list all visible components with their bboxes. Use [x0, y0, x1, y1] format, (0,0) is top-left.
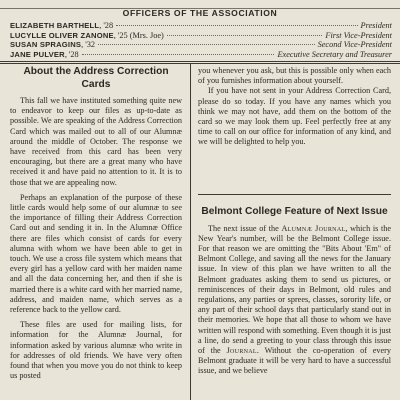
journal-name: Alumnæ Journal: [281, 223, 346, 233]
dot-leader: [116, 25, 357, 26]
officer-class: '28: [103, 21, 114, 30]
dot-leader: [82, 54, 275, 55]
officer-name: LUCYLLE OLIVER ZANONE: [10, 30, 114, 40]
officer-class: '28: [68, 49, 79, 59]
article-paragraph: Perhaps an explanation of the purpose of these little cards would help some of our alumnæ to see the importance of filling their Address Correction Card out and sending it in. In the Alumnæ Office there are files which consist of cards for every alumna with whom we have been able to get in touch. We use a cross file system which means that every girl has a yellow card with her maiden name and all the data concerning her, and then if she is married there is a white card with her married name, address, and maiden name, which serves as a reference back to the yellow card.: [10, 192, 182, 315]
dot-leader: [98, 44, 315, 45]
officer-name: SUSAN SPRAGINS: [10, 40, 82, 49]
article-paragraph: These files are used for mailing lists, for information for the Alumnæ Journal, for information asked by various alumnæ who write in for addresses of old friends. We have very often found that when you move you do not think to keep us posted: [10, 320, 182, 381]
article-paragraph: If you have not sent in your Address Correction Card, please do so today. If you have any names which you think we may not have, add them on the bottom of the card so we may look them up. Feel perfectly free at any time to call on our office for information of any kind, and we will be delighted to help you.: [198, 86, 391, 147]
officers-heading: OFFICERS OF THE ASSOCIATION: [122, 8, 278, 18]
article-paragraph: [198, 224, 391, 377]
officer-row: SUSAN SPRAGINS , '32 Second Vice-President: [10, 40, 392, 49]
horizontal-rule: [0, 63, 400, 64]
officer-class: '25 (Mrs. Joe): [117, 30, 164, 40]
text-run: The next issue of the: [208, 223, 282, 233]
column-divider: [190, 63, 191, 400]
officers-list: [10, 21, 392, 59]
journal-name: Journal: [226, 345, 257, 355]
left-column: [10, 66, 182, 381]
text-run: , which is the New Year's number, will be the Belmont College issue. For that reason we are omitting the "Bits About 'Em" of Belmont College, and saving all the news for the January issue. In view of this plan we have written to all the Belmont graduates asking them to send us pictures, or reminiscences of their days in Belmont, old rules and regulations, any parties or sprees, classes, sorority life, or any part of their school days that particularly stand out in their memories. We hope that all those to whom we have written will respond with something. Even though it is just a line, do send a greeting to your class through this issue of the: [198, 223, 391, 355]
article-continuation: you whenever you ask, but this is possible only when each of you furnishes information about yourself.: [198, 66, 391, 86]
right-article: [198, 206, 391, 377]
dot-leader: [167, 35, 323, 36]
officer-class: '32: [85, 40, 96, 49]
officer-name: JANE PULVER: [10, 49, 65, 59]
text-run: . Without the co-operation of every Belmont graduate it will be very hard to have a successful issue, and we believe: [198, 345, 391, 376]
officer-row: JANE PULVER , '28 Executive Secretary and Treasurer: [10, 49, 392, 59]
right-column: [198, 66, 391, 148]
officer-row: ELIZABETH BARTHELL , '28 President: [10, 21, 392, 30]
article-title: About the Address Correction Cards: [23, 66, 169, 90]
officer-title: First Vice-President: [325, 30, 392, 40]
officer-row: LUCYLLE OLIVER ZANONE , '25 (Mrs. Joe) First Vice-President: [10, 30, 392, 40]
officer-title: Second Vice-President: [317, 40, 392, 49]
article-title: Belmont College Feature of Next Issue: [201, 206, 388, 217]
article-separator: [198, 194, 391, 195]
officer-title: President: [360, 21, 392, 30]
horizontal-rule: [0, 61, 400, 62]
article-paragraph: This fall we have instituted something quite new to endeavor to keep our files as up-to-date as possible. We are speaking of the Address Correction Card which was mailed out to all of our Alumnæ around the middle of October. The response we have received from this card has been very encouraging, but there are a great many who have received it and have paid no attention to it. It is to those that we are appealing now.: [10, 96, 182, 187]
officer-title: Executive Secretary and Treasurer: [277, 49, 392, 59]
officer-name: ELIZABETH BARTHELL: [10, 21, 100, 30]
